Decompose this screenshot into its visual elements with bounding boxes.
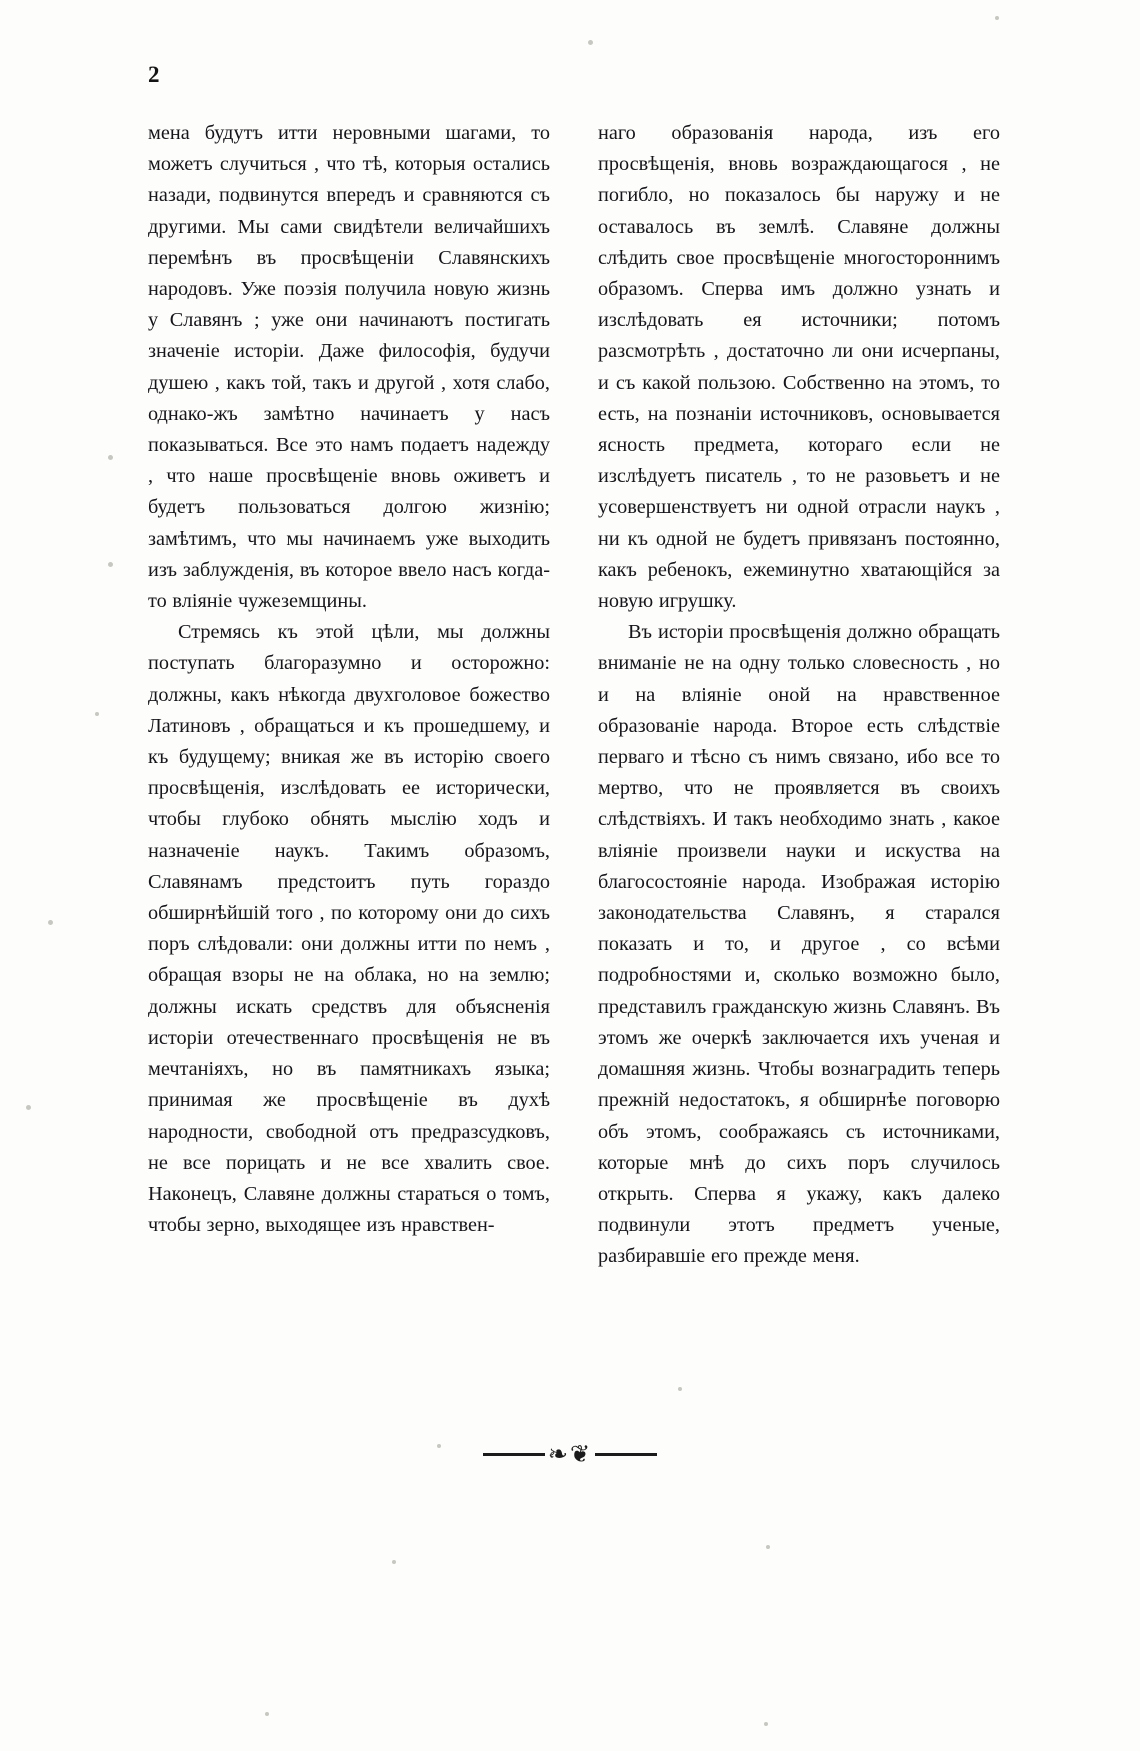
footer-ornament	[0, 1440, 1140, 1467]
paper-speck	[766, 1545, 770, 1549]
paper-speck	[588, 40, 593, 45]
paper-speck	[764, 1722, 768, 1726]
paper-speck	[678, 1387, 682, 1391]
right-column	[598, 118, 1000, 1273]
ornament-rule-left	[483, 1453, 545, 1456]
page-number: 2	[148, 62, 160, 87]
paper-speck	[26, 1105, 31, 1110]
text-columns	[148, 118, 1000, 1273]
paragraph: Въ исторіи просвѣщенія должно обращать вниманіе не на одну только словесность , но и на вліяніе оной на нравственное образованіе народа. Второе есть слѣдствіе перваго и тѣсно съ нимъ связано, ибо все то мертво, что не проявляется въ своихъ слѣдствіяхъ. И такъ необходимо знать , какое вліяніе произвели науки и искуства на благосостояніе народа. Изображая исторію законодательства Славянъ, я старался показать и то, и другое , со всѣми подробностями и, сколько возможно было, представилъ гражданскую жизнь Славянъ. Въ этомъ же очеркѣ заключается ихъ ученая и домашняя жизнь. Чтобы вознаградить теперь прежній недостатокъ, я обширнѣе поговорю объ этомъ, соображаясь съ источниками, которые мнѣ до сихъ поръ случилось открыть. Сперва я укажу, какъ далеко подвинули этотъ предметъ ученые, разбиравшіе его прежде меня.	[598, 621, 1000, 1268]
paper-speck	[265, 1712, 269, 1716]
paragraph: Стремясь къ этой цѣли, мы должны поступать благоразумно и осторожно: должны, какъ нѣкогда двухголовое божество Латиновъ , обращаться и къ прошедшему, и къ будущему; вникая же въ исторію своего просвѣщенія, изслѣдовать ее исторически, чтобы глубоко обнять мыслію ходъ и назначеніе наукъ. Такимъ образомъ, Славянамъ предстоитъ путь гораздо обширнѣйшій того , по которому они до сихъ поръ слѣдовали: они должны итти по немъ , обращая взоры не на облака, но на землю; должны искать средствъ для объясненія исторіи отечественнаго просвѣщенія не въ мечтаніяхъ, но въ памятникахъ языка; принимая же просвѣщеніе въ духѣ народности, свободной отъ предразсудковъ, не все порицать и не все хвалить свое. Наконецъ, Славяне должны стараться о томъ, чтобы зерно, выходящее изъ нравствен-	[148, 621, 550, 1237]
paper-speck	[995, 16, 999, 20]
ornament-knot-icon: ❧❦	[547, 1441, 593, 1468]
ornament-rule-right	[595, 1453, 657, 1456]
paragraph: мена будутъ итти неровными шагами, то можетъ случиться , что тѣ, которыя остались назади, подвинутся впередъ и сравняются съ другими. Мы сами свидѣтели величайшихъ перемѣнъ въ просвѣщеніи Славянскихъ народовъ. Уже поэзія получила новую жизнь у Славянъ ; уже они начинаютъ постигать значеніе исторіи. Даже философія, будучи душею , какъ той, такъ и другой , хотя слабо, однако-жъ замѣтно начинаетъ у насъ показываться. Все это намъ подаетъ надежду , что наше просвѣщеніе вновь оживетъ и будетъ пользоваться долгою жизнію; замѣтимъ, что мы начинаемъ уже выходить изъ заблужденія, въ которое ввело насъ когда-то вліяніе чужеземщины.	[148, 122, 550, 613]
paper-speck	[437, 1444, 441, 1448]
paragraph: наго образованія народа, изъ его просвѣщенія, вновь возраждающагося , не погибло, но показалось бы наружу и не оставалось въ землѣ. Славяне должны слѣдить свое просвѣщеніе многостороннимъ образомъ. Сперва имъ должно узнать и изслѣдовать ея источники; потомъ разсмотрѣть , достаточно ли они исчерпаны, и съ какой пользою. Собственно на этомъ, то есть, на познаніи источниковъ, основывается ясность предмета, котораго если не изслѣдуетъ писатель , то не разовьетъ и не усовершенствуетъ ни одной отрасли наукъ , ни къ одной не будетъ привязанъ постоянно, какъ ребенокъ, ежеминутно хватающійся за новую игрушку.	[598, 122, 1000, 613]
paper-speck	[108, 562, 113, 567]
paper-speck	[392, 1560, 396, 1564]
paper-speck	[108, 455, 113, 460]
left-column	[148, 118, 550, 1273]
paper-speck	[48, 920, 53, 925]
paper-speck	[95, 712, 99, 716]
